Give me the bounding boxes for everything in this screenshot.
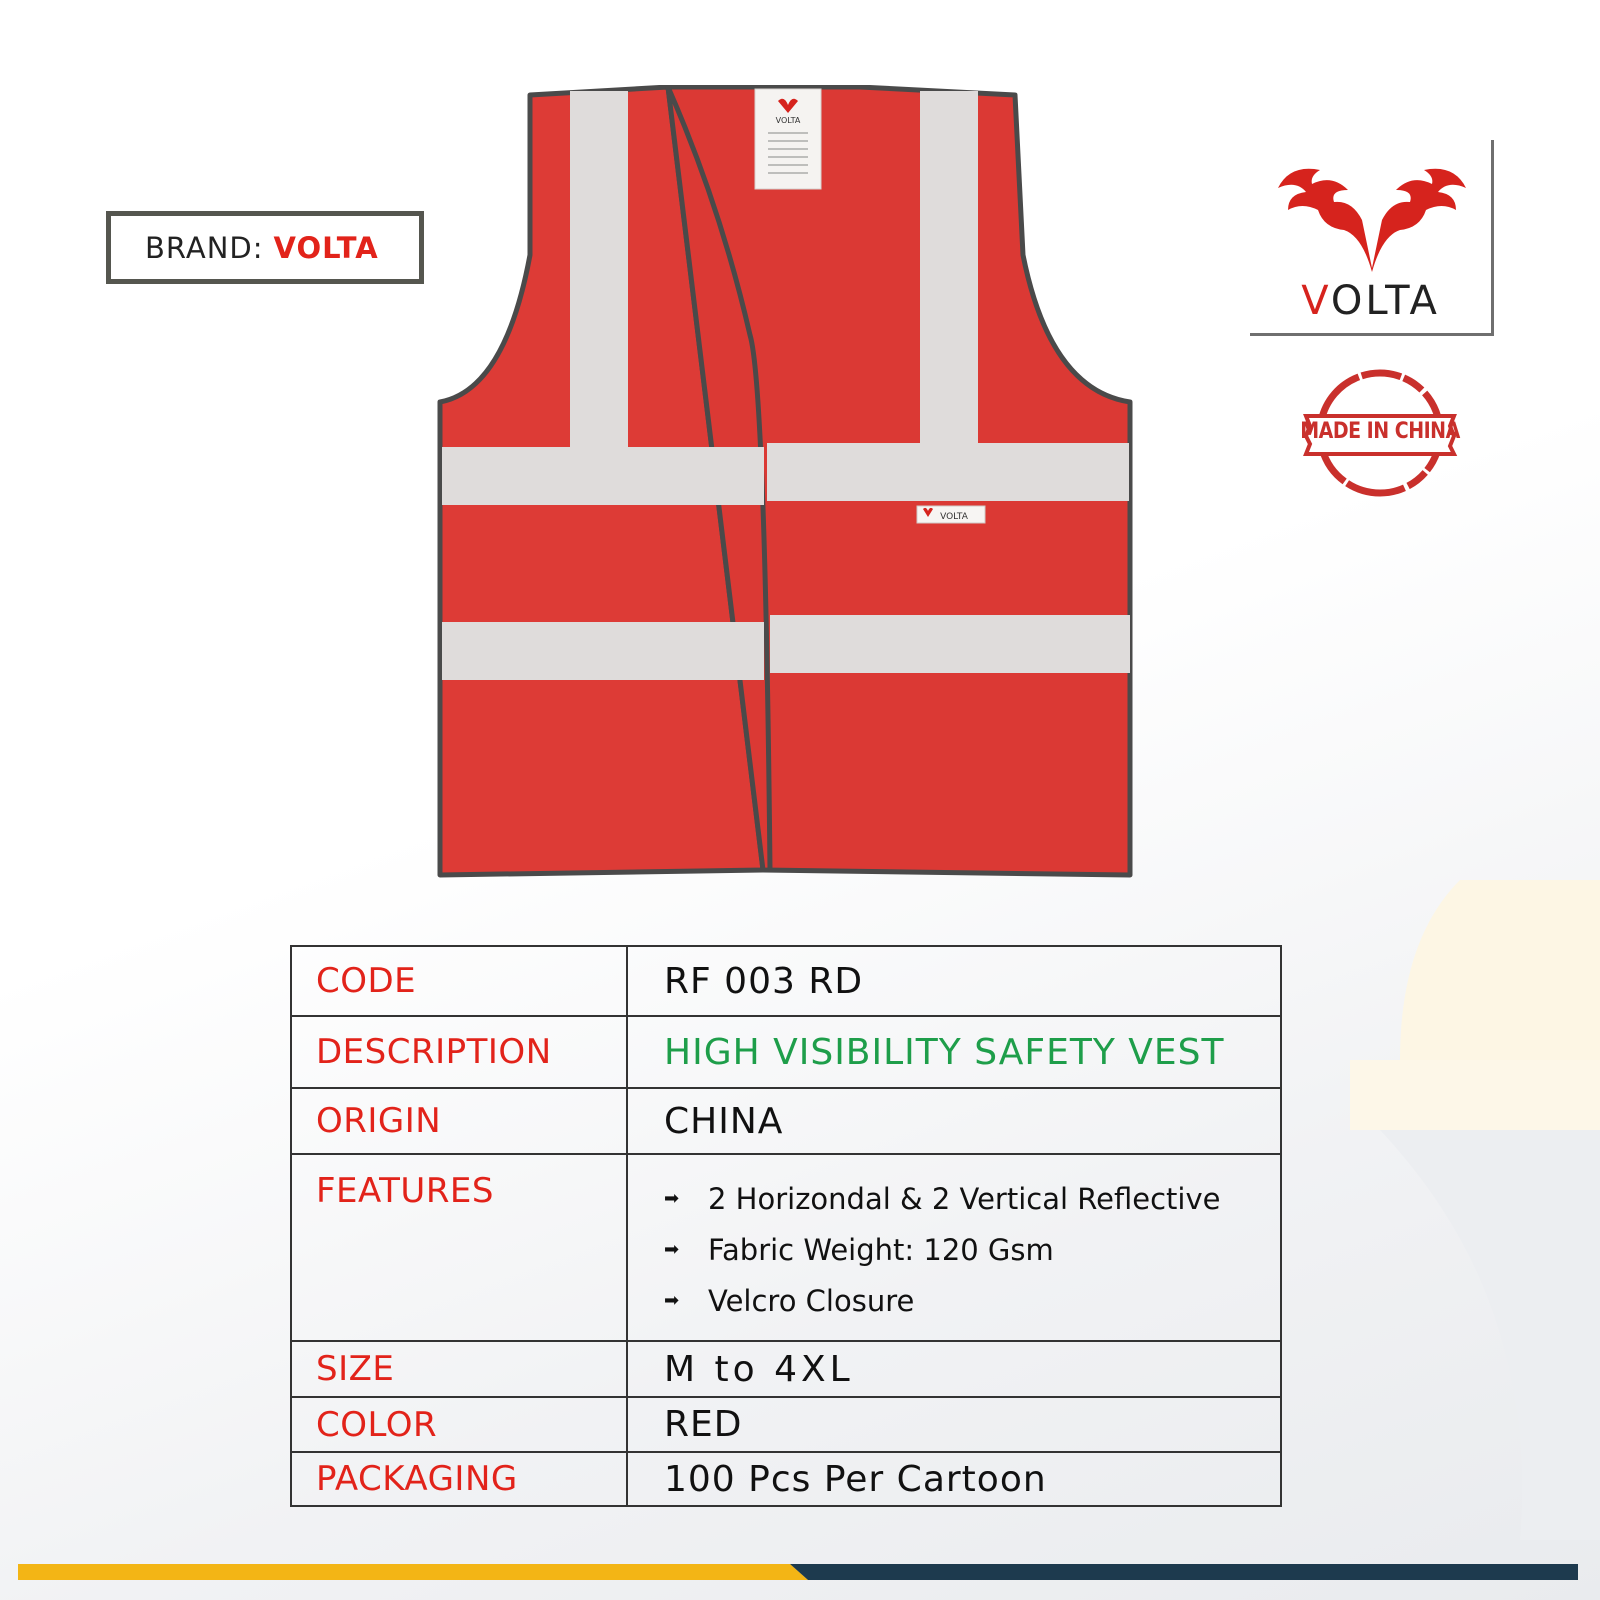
footer-bar <box>18 1564 1578 1580</box>
brand-label: BRAND: <box>145 230 264 265</box>
table-row <box>291 1452 1281 1506</box>
made-in-china-stamp <box>1300 368 1460 498</box>
table-row <box>291 1397 1281 1452</box>
vest-chest-label: VOLTA <box>940 512 968 522</box>
description-value: HIGH VISIBILITY SAFETY VEST <box>627 1016 1281 1088</box>
features-value <box>627 1154 1281 1341</box>
arrow-right-icon: ➡ <box>664 1188 680 1209</box>
stamp-text: MADE IN CHINA <box>1300 418 1460 444</box>
background-decoration <box>1340 880 1600 1540</box>
wings-icon <box>1250 140 1494 280</box>
color-value: RED <box>627 1397 1281 1452</box>
arrow-right-icon: ➡ <box>664 1290 680 1311</box>
list-item: ➡ Fabric Weight: 120 Gsm <box>664 1232 1054 1267</box>
logo-text: VOLTA <box>1301 278 1440 324</box>
size-label: SIZE <box>291 1341 627 1397</box>
volta-logo <box>1250 140 1494 336</box>
origin-value: CHINA <box>627 1088 1281 1154</box>
table-row <box>291 1154 1281 1341</box>
brand-box <box>106 211 424 284</box>
origin-label: ORIGIN <box>291 1088 627 1154</box>
table-row <box>291 946 1281 1016</box>
size-value: M to 4XL <box>627 1341 1281 1397</box>
packaging-value: 100 Pcs Per Cartoon <box>627 1452 1281 1506</box>
table-row <box>291 1016 1281 1088</box>
list-item: ➡ 2 Horizondal & 2 Vertical Reflective <box>664 1181 1221 1216</box>
features-label: FEATURES <box>291 1154 627 1341</box>
table-row <box>291 1088 1281 1154</box>
arrow-right-icon: ➡ <box>664 1239 680 1260</box>
vest-image <box>430 85 1160 900</box>
description-label: DESCRIPTION <box>291 1016 627 1088</box>
spec-table <box>290 945 1282 1507</box>
list-item: ➡ Velcro Closure <box>664 1283 915 1318</box>
vest-tag-text: VOLTA <box>775 116 801 125</box>
packaging-label: PACKAGING <box>291 1452 627 1506</box>
code-label: CODE <box>291 946 627 1016</box>
color-label: COLOR <box>291 1397 627 1452</box>
brand-name: VOLTA <box>273 230 379 265</box>
code-value: RF 003 RD <box>627 946 1281 1016</box>
table-row <box>291 1341 1281 1397</box>
features-list <box>664 1173 1280 1326</box>
